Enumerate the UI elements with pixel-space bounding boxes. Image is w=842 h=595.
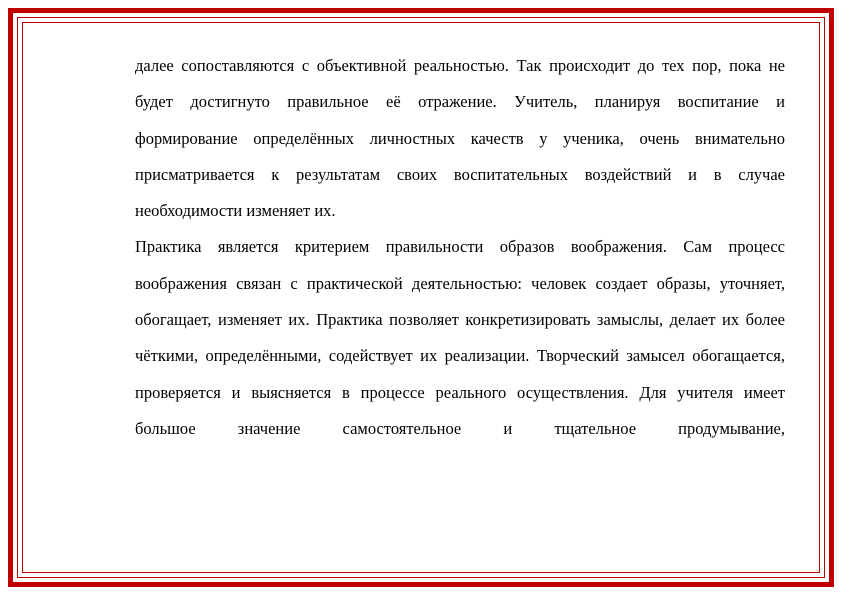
body-text xyxy=(135,48,785,447)
paragraph-2: Практика является критерием правильности образов воображения. Сам процесс воображения связан с практической деятельностью: человек создает образы, уточняет, обогащает, изменяет их. Практика позволяет конкретизировать замыслы, делает их более чёткими, определёнными, содействует их реализации. Творческий замысел обогащается, проверяется и выясняется в процессе реального осуществления. Для учителя имеет большое значение самостоятельное и тщательное продумывание, xyxy=(135,237,785,438)
paragraph-1: далее сопоставляются с объективной реальностью. Так происходит до тех пор, пока не будет достигнуто правильное её отражение. Учитель, планируя воспитание и формирование определённых личностных качеств у ученика, очень внимательно присматривается к результатам своих воспитательных воздействий и в случае необходимости изменяет их. xyxy=(135,56,785,221)
